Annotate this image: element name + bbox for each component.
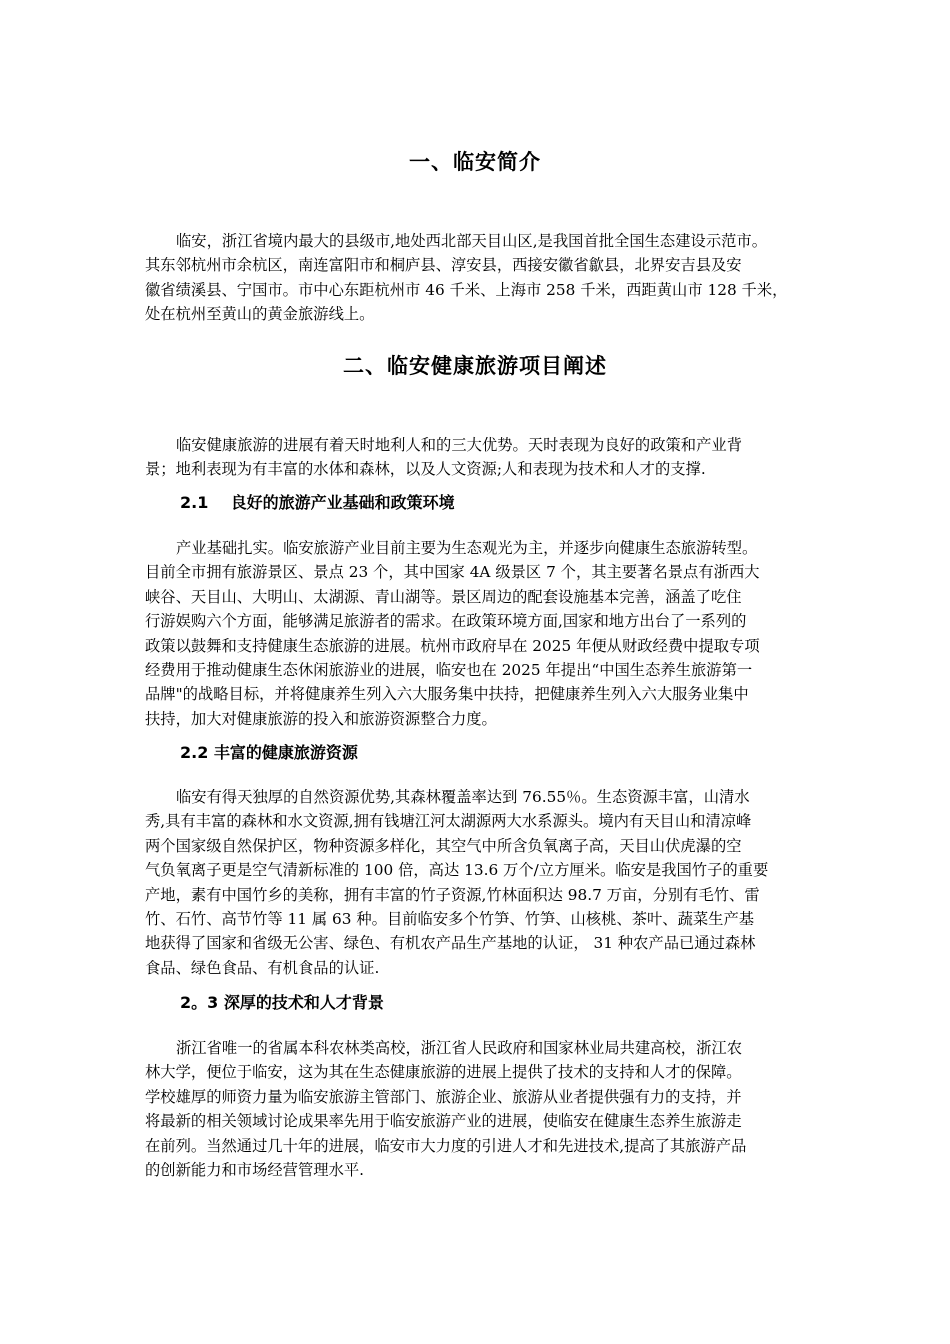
text-line: 临安有得天独厚的自然资源优势,其森林覆盖率达到 76.55％。生态资源丰富，山清水 — [176, 788, 750, 806]
text-line: 气负氧离子更是空气清新标准的 100 倍，高达 13.6 万个/立方厘米。临安是我国竹子的重要 — [145, 861, 769, 880]
project-paragraph — [145, 433, 817, 482]
text-line: 地获得了国家和省级无公害、绿色、有机农产品生产基地的认证， 31 种农产品已通过森林 — [145, 934, 756, 953]
subsection-2-3-paragraph — [145, 1036, 817, 1182]
text-line: 林大学，便位于临安，这为其在生态健康旅游的进展上提供了技术的支持和人才的保障。 — [145, 1063, 742, 1082]
text-line: 行游娱购六个方面，能够满足旅游者的需求。在政策环境方面,国家和地方出台了一系列的 — [145, 612, 747, 631]
subsection-2-2-paragraph — [145, 785, 817, 980]
text-line: 经费用于推动健康生态休闲旅游业的进展，临安也在 2025 年提出“中国生态养生旅游第一 — [145, 660, 753, 679]
text-line: 景；地利表现为有丰富的水体和森林，以及人文资源;人和表现为技术和人才的支撑. — [145, 460, 706, 479]
text-line: 在前列。当然通过几十年的进展，临安市大力度的引进人才和先进技术,提高了其旅游产品 — [145, 1136, 747, 1155]
text-line: 目前全市拥有旅游景区、景点 23 个，其中国家 4A 级景区 7 个，其主要著名景点有浙西大 — [145, 563, 760, 582]
text-line: 处在杭州至黄山的黄金旅游线上。 — [145, 305, 375, 324]
text-line: 临安健康旅游的进展有着天时地利人和的三大优势。天时表现为良好的政策和产业背 — [176, 436, 742, 454]
subsection-2-1-paragraph — [145, 536, 817, 731]
text-line: 学校雄厚的师资力量为临安旅游主管部门、旅游企业、旅游从业者提供强有力的支持，并 — [145, 1087, 742, 1106]
text-line: 品牌"的战略目标，并将健康养生列入六大服务集中扶持，把健康养生列入六大服务业集中 — [145, 685, 749, 704]
text-line: 政策以鼓舞和支持健康生态旅游的进展。杭州市政府早在 2025 年便从财政经费中提取专项 — [145, 636, 760, 655]
text-line: 徽省绩溪县、宁国市。市中心东距杭州市 46 千米、上海市 258 千米，西距黄山市 128 千米， — [145, 280, 788, 299]
text-line: 产地，素有中国竹乡的美称，拥有丰富的竹子资源,竹林面积达 98.7 万亩，分别有毛竹、雷 — [145, 885, 760, 904]
text-line: 临安，浙江省境内最大的县级市,地处西北部天目山区,是我国首批全国生态建设示范市。 — [176, 232, 768, 250]
text-line: 秀,具有丰富的森林和水文资源,拥有钱塘江河太湖源两大水系源头。境内有天目山和清凉峰 — [145, 812, 752, 831]
subsection-title-2-1: 2.1 良好的旅游产业基础和政策环境 — [180, 493, 455, 512]
text-line: 食品、绿色食品、有机食品的认证. — [145, 958, 380, 977]
subsection-title-2-2: 2.2 丰富的健康旅游资源 — [180, 743, 358, 762]
text-line: 竹、石竹、高节竹等 11 属 63 种。目前临安多个竹笋、竹笋、山核桃、茶叶、蔬菜生产基 — [145, 909, 755, 928]
text-line: 其东邻杭州市余杭区，南连富阳市和桐庐县、淳安县，西接安徽省歙县，北界安吉县及安 — [145, 256, 742, 275]
text-line: 两个国家级自然保护区，物种资源多样化，其空气中所含负氧离子高，天目山伏虎瀑的空 — [145, 836, 742, 855]
text-line: 将最新的相关领域讨论成果率先用于临安旅游产业的进展，使临安在健康生态养生旅游走 — [145, 1112, 742, 1131]
intro-paragraph — [145, 229, 817, 327]
text-line: 产业基础扎实。临安旅游产业目前主要为生态观光为主，并逐步向健康生态旅游转型。 — [176, 539, 758, 557]
subsection-title-2-3: 2。3 深厚的技术和人才背景 — [180, 993, 384, 1012]
text-line: 浙江省唯一的省属本科农林类高校，浙江省人民政府和国家林业局共建高校，浙江农 — [176, 1039, 742, 1057]
text-line: 扶持，加大对健康旅游的投入和旅游资源整合力度。 — [145, 709, 497, 728]
text-line: 的创新能力和市场经营管理水平. — [145, 1160, 365, 1179]
section-title-intro: 一、临安简介 — [409, 149, 541, 174]
section-title-project: 二、临安健康旅游项目阐述 — [343, 353, 607, 378]
text-line: 峡谷、天目山、大明山、太湖源、青山湖等。景区周边的配套设施基本完善，涵盖了吃住 — [145, 587, 742, 606]
